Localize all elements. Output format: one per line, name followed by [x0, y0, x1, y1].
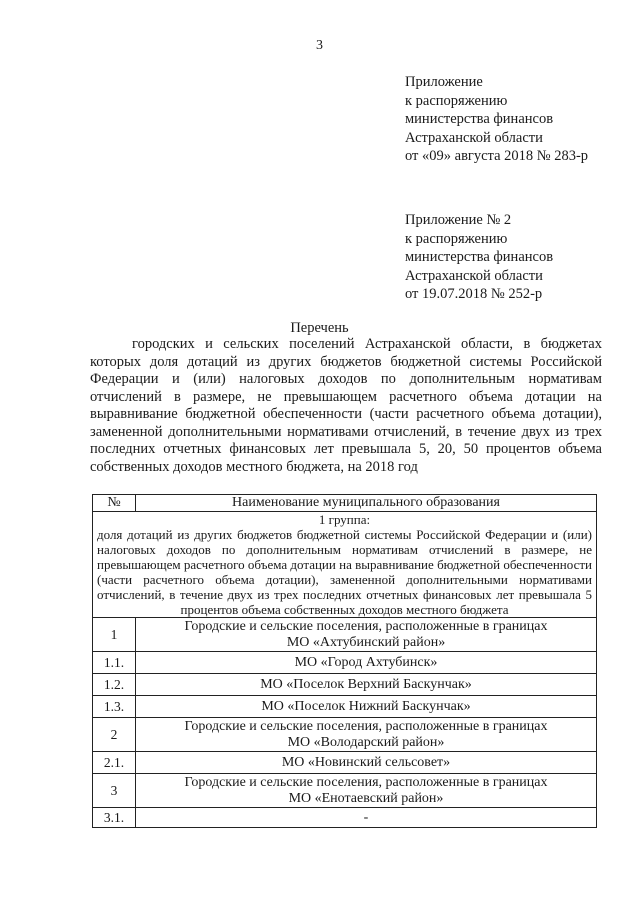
row-number: 1.2. [93, 674, 136, 696]
group-cell [93, 512, 597, 618]
appendix-2-line: к распоряжению [405, 230, 508, 247]
row-name: МО «Поселок Нижний Баскунчак» [136, 696, 597, 718]
table-header-row [93, 495, 597, 512]
table-row [93, 652, 597, 674]
row-name-line: МО «Ахтубинский район» [286, 634, 446, 650]
appendix-2-line: от 19.07.2018 № 252-р [405, 286, 543, 302]
row-name: МО «Новинский сельсовет» [136, 752, 597, 774]
appendix-1-line: министерства финансов [405, 111, 554, 127]
appendix-2-line: министерства финансов [405, 249, 554, 265]
table-row [93, 774, 597, 808]
appendix-1-line: Приложение [405, 74, 483, 90]
group-row [93, 512, 597, 618]
row-number: 1 [93, 618, 136, 652]
row-number: 2 [93, 718, 136, 752]
table-row [93, 618, 597, 652]
row-name [136, 618, 597, 652]
row-name [136, 774, 597, 808]
row-number: 1.1. [93, 652, 136, 674]
table-row [93, 752, 597, 774]
intro-paragraph: городских и сельских поселений Астраханской области, в бюджетах которых доля дотаций из других бюджетов бюджетной системы Российской Федерации и (или) налоговых доходов по дополнительным нормативам отчислений в размере, не превышающем расчетного объема дотации на выравнивание бюджетной обеспеченности (части расчетного объема дотации), замененной дополнительными нормативами отчислений, в течение двух из трех последних отчетных финансовых лет превышала 5, 20, 50 процентов объема собственных доходов местного бюджета, на 2018 год [90, 336, 602, 475]
appendix-2-line: Астраханской области [405, 267, 543, 284]
group-description: доля дотаций из других бюджетов бюджетной системы Российской Федерации и (или) налоговых доходов по дополнительным нормативам отчислений в размере, не превышающем расчетного объема дотации на выравнивание бюджетной обеспеченности (части расчетного объема дотации), замененной дополнительными нормативами отчислений, в течение двух из трех последних отчетных финансовых лет превышала 5 процентов объема собственных доходов местного бюджета [97, 527, 592, 617]
table-row [93, 674, 597, 696]
row-name-line: МО «Володарский район» [287, 734, 445, 750]
document-heading: Перечень [290, 320, 349, 336]
row-number: 3.1. [93, 808, 136, 828]
row-name: - [136, 808, 597, 828]
row-name-line: Городские и сельские поселения, расположенные в границах [184, 774, 548, 790]
table-row [93, 696, 597, 718]
appendix-1-line: к распоряжению [405, 92, 508, 109]
page-number: 3 [316, 38, 323, 53]
row-name: МО «Поселок Верхний Баскунчак» [136, 674, 597, 696]
appendix-2-line: Приложение № 2 [405, 212, 512, 228]
row-number: 3 [93, 774, 136, 808]
appendix-1-line: от «09» августа 2018 № 283-р [405, 148, 589, 164]
municipality-table [92, 494, 597, 828]
group-title: 1 группа: [318, 512, 371, 527]
header-number: № [93, 495, 136, 512]
table-row [93, 808, 597, 828]
row-name-line: МО «Енотаевский район» [288, 790, 444, 806]
appendix-block-1 [405, 73, 588, 166]
row-name-line: Городские и сельские поселения, расположенные в границах [184, 718, 548, 734]
appendix-block-2 [405, 211, 553, 304]
row-name [136, 718, 597, 752]
row-name-line: Городские и сельские поселения, расположенные в границах [184, 618, 548, 634]
row-name: МО «Город Ахтубинск» [136, 652, 597, 674]
header-name: Наименование муниципального образования [136, 495, 597, 512]
row-number: 2.1. [93, 752, 136, 774]
appendix-1-line: Астраханской области [405, 129, 543, 146]
row-number: 1.3. [93, 696, 136, 718]
table-row [93, 718, 597, 752]
